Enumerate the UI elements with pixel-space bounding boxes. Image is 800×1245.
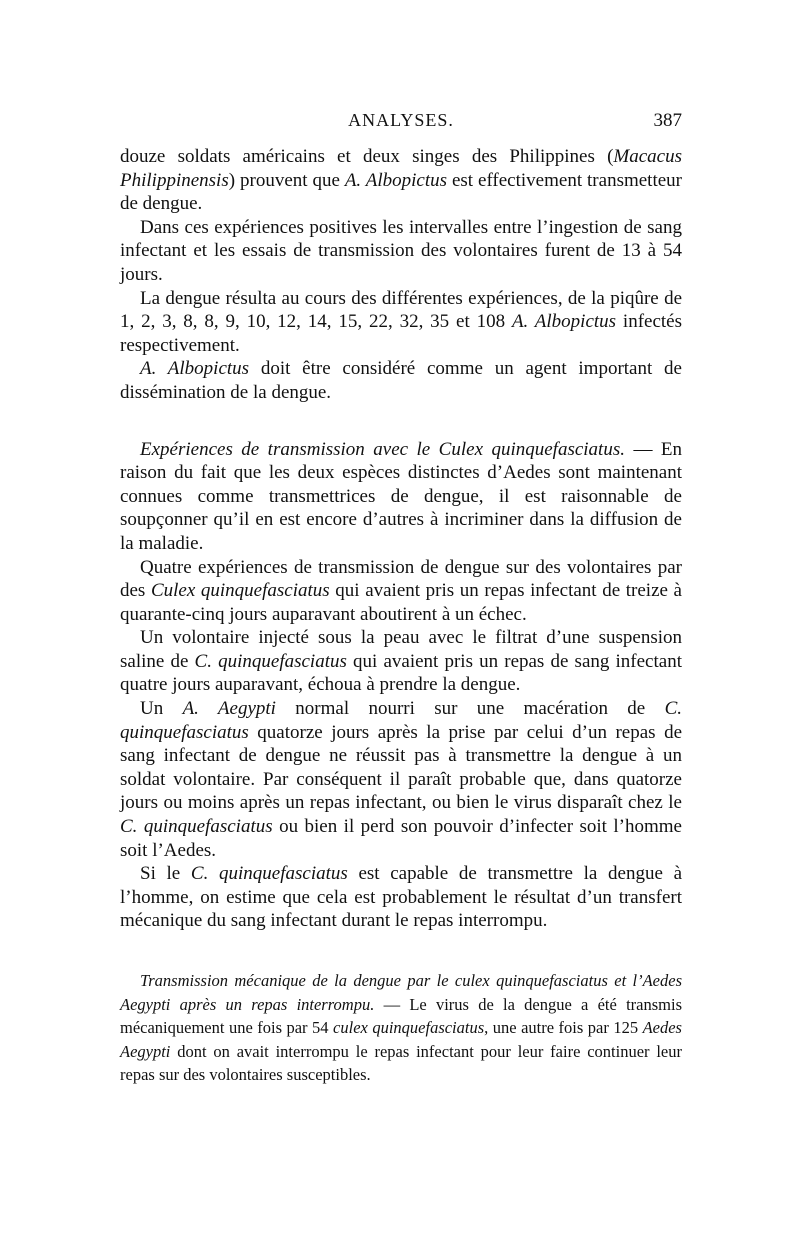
text-span: doit être considéré comme un agent important de dissémination de la dengue. [120, 358, 682, 403]
text-span: quatorze jours après la prise par celui d’un repas de sang infectant de dengue ne réussit pas à transmettre la dengue à un soldat volontaire. Par conséquent il paraît probable que, dans quatorze jours ou moins après un repas infectant, ou bien le virus disparaît chez le [120, 721, 682, 814]
section-gap [120, 933, 682, 969]
text-span: normal nourri sur une macération de [275, 698, 665, 720]
italic-span: C. quinquefasciatus [190, 863, 348, 885]
paragraph-6 [120, 556, 682, 627]
italic-span: Culex quinquefasciatus [150, 580, 330, 602]
section-gap [120, 405, 682, 438]
text-span: Dans ces expériences positives les intervalles entre l’ingestion de sang infectant et les essais de transmission des volontaires furent de 13 à 54 jours. [120, 216, 682, 285]
page-header [120, 110, 682, 140]
paragraph-2 [120, 216, 682, 287]
text-span: est capable de transmettre la dengue à l’homme, on estime que cela est probablement le résultat d’un transfert mécanique du sang infectant durant le repas interrompu. [120, 863, 682, 932]
text-span: qui avaient pris un repas de sang infectant quatre jours auparavant, échoua à prendre la dengue. [120, 650, 682, 696]
text-span: — En raison du fait que les deux espèces distinctes d’Aedes sont maintenant connues comme transmettrices de dengue, il est raisonnable de soupçonner qu’il en est encore d’autres à incriminer dans la diffusion de la maladie. [120, 438, 682, 554]
section-heading: Expériences de transmission avec le Culex quinquefasciatus. [140, 438, 625, 460]
running-title: ANALYSES. [348, 110, 454, 130]
italic-span: culex quinquefasciatus [333, 1018, 485, 1038]
text-span: Un volontaire injecté sous la peau avec le filtrat d’une suspension saline de [120, 627, 682, 672]
text-span: Un [140, 698, 183, 720]
italic-span: C. quinquefasciatus [120, 816, 273, 838]
text-span: est effectivement transmetteur de dengue. [120, 169, 682, 215]
text-span: Quatre expériences de transmission de dengue sur des volontaires par des [120, 556, 682, 602]
section-heading: Transmission mécanique de la dengue par le culex quinquefasciatus et l’Aedes Aegypti après un repas interrompu. [120, 971, 682, 1014]
paragraph-5 [120, 438, 682, 556]
text-span: ) prouvent que [228, 169, 345, 191]
text-span: , une autre fois par 125 [484, 1018, 643, 1038]
text-span: ou bien il perd son pouvoir d’infecter soit l’homme soit l’Aedes. [120, 816, 682, 861]
body-text [120, 145, 682, 1087]
text-span: douze soldats américains et deux singes des Philippines ( [120, 146, 614, 167]
italic-span: A. Albopictus [511, 311, 617, 333]
italic-span: A. Albopictus [140, 358, 250, 380]
italic-span: A. Albopictus [344, 169, 448, 191]
paragraph-1 [120, 145, 682, 216]
paragraph-4 [120, 357, 682, 404]
text-span: Si le [140, 863, 191, 885]
paragraph-3 [120, 287, 682, 358]
text-span: infectés respectivement. [120, 311, 683, 356]
text-span: La dengue résulta au cours des différentes expériences, de la piqûre de 1, 2, 3, 8, 8, 9, 10, 12, 14, 15, 22, 32, 35 et 108 [120, 287, 682, 333]
italic-span: C. quinquefasciatus [194, 650, 347, 672]
italic-span: Aedes Aegypti [120, 1018, 682, 1061]
page-number: 387 [653, 110, 682, 131]
text-span: qui avaient pris un repas infectant de treize à quarante-cinq jours auparavant aboutirent à un échec. [120, 580, 682, 625]
paragraph-8 [120, 697, 682, 862]
text-span: — Le virus de la dengue a été transmis mécaniquement une fois par 54 [120, 994, 682, 1038]
paragraph-9 [120, 862, 682, 933]
text-span: dont on avait interrompu le repas infectant pour leur faire continuer leur repas sur des volontaires susceptibles. [120, 1041, 682, 1085]
italic-span: Macacus Philippinensis [120, 146, 682, 191]
italic-span: C. quinquefasciatus [120, 698, 682, 743]
paragraph-7 [120, 626, 682, 697]
italic-span: A. Aegypti [182, 698, 276, 720]
paragraph-10 [120, 969, 682, 1087]
